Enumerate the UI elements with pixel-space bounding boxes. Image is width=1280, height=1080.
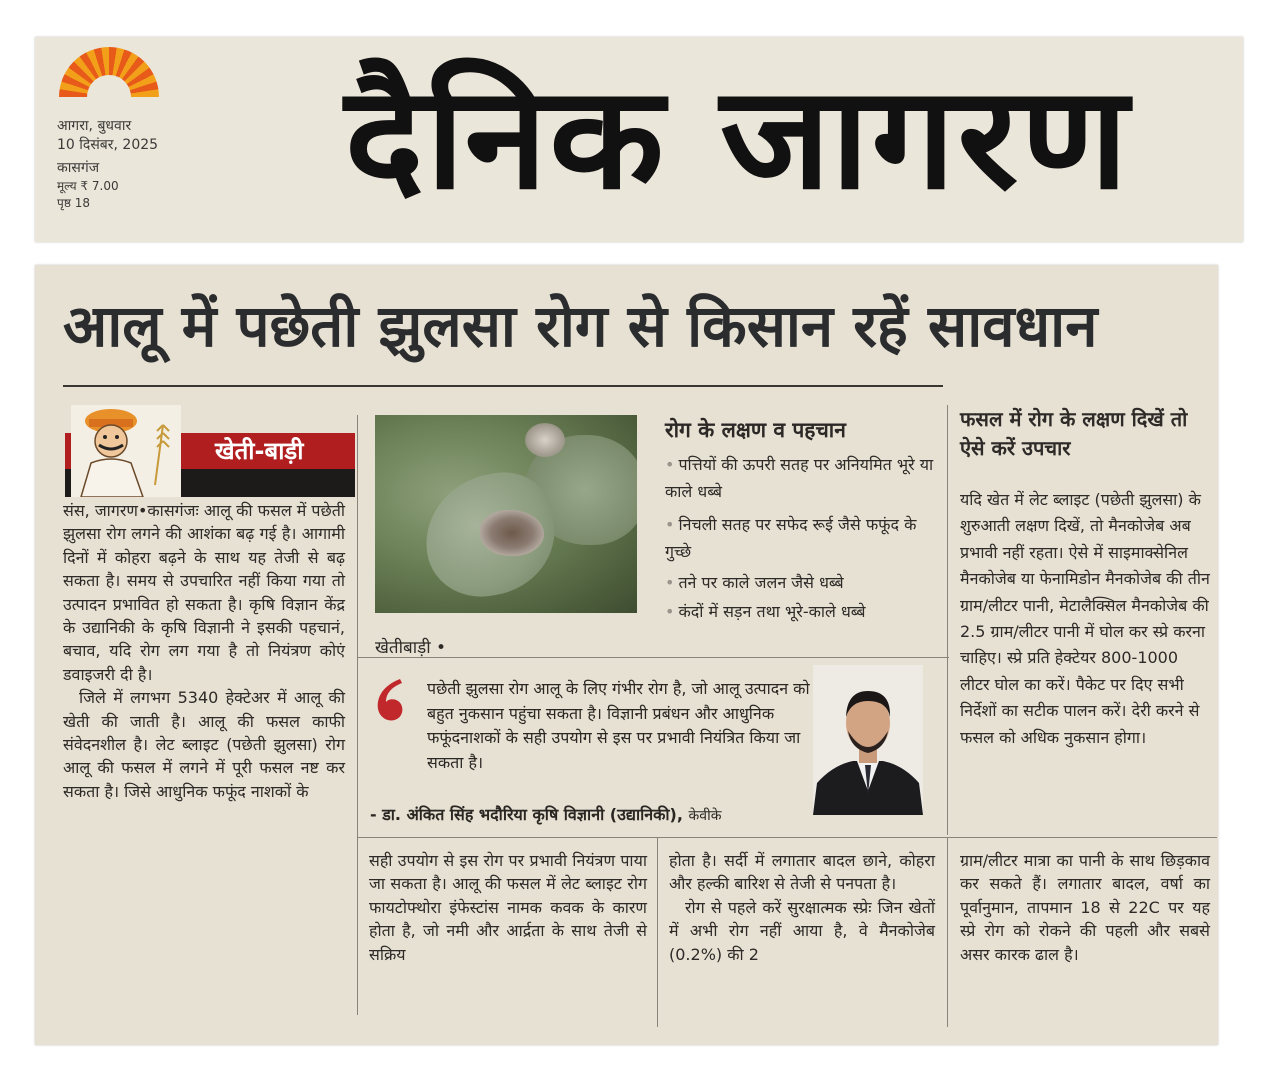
- paragraph: ग्राम/लीटर मात्रा का पानी के साथ छिड़काव कर सकते हैं। लगातार बादल, वर्षा का पूर्वानुमान, तापमान 18 से 22C पर यह स्प्रे रोग को रोकने की पहली और सबसे असर कारक ढाल है।: [960, 851, 1210, 964]
- farmer-icon: [71, 405, 181, 497]
- symptom-item: • तने पर काले जलन जैसे धब्बे: [665, 573, 844, 592]
- expert-portrait: [813, 665, 923, 815]
- edition-name: कासगंज: [57, 160, 100, 176]
- paragraph: सही उपयोग से इस रोग पर प्रभावी नियंत्रण पाया जा सकता है। आलू की फसल में लेट ब्लाइट रोग फायटोफ्थोरा इंफेस्टांस नामक कवक के कारण होता है, जो नमी और आर्द्रता के साथ तेजी से सक्रिय: [369, 851, 647, 964]
- body-column-3: [669, 849, 935, 966]
- symptom-item: • पत्तियों की ऊपरी सतह पर अनियमित भूरे या काले धब्बे: [665, 455, 934, 501]
- symptoms-box: [665, 415, 935, 625]
- column-divider: [657, 837, 658, 1027]
- paragraph: जिले में लगभग 5340 हेक्टेअर में आलू की खेती की जाती है। आलू की फसल काफी संवेदनशील है। लेट ब्लाइट (पछेती झुलसा) रोग आलू की फसल में लगने में पूरी फसल नष्ट कर सकता है। जिसे आधुनिक फफूंद नाशकों के: [63, 688, 345, 801]
- bullet-icon: •: [665, 602, 675, 621]
- symptom-item: • कंदों में सड़न तथा भूरे-काले धब्बे: [665, 602, 866, 621]
- page-count: पृष्ठ 18: [57, 196, 90, 210]
- masthead: [35, 37, 1243, 242]
- symptom-item: • निचली सतह पर सफेद रूई जैसे फफूंद के गुच्छे: [665, 515, 917, 561]
- bullet-icon: •: [665, 455, 675, 474]
- headline: आलू में पछेती झुलसा रोग से किसान रहें सावधान: [63, 292, 1098, 360]
- section-label: खेती-बाड़ी: [215, 437, 304, 465]
- article-clipping: [35, 265, 1218, 1045]
- price: मूल्य ₹ 7.00: [57, 179, 119, 193]
- masthead-meta: [57, 117, 158, 212]
- body-column-1: [63, 499, 345, 803]
- city-day: आगरा, बुधवार: [57, 118, 132, 134]
- remedy-title: फसल में रोग के लक्षण दिखें तो ऐसे करें उपचार: [960, 407, 1188, 460]
- quote-author: [370, 803, 721, 825]
- symptoms-title: रोग के लक्षण व पहचान: [665, 418, 846, 442]
- bullet-icon: •: [665, 515, 675, 534]
- sun-logo-icon: [59, 47, 159, 97]
- paragraph: संस, जागरण•कासगंजः आलू की फसल में पछेती झुलसा रोग लगने की आशंका बढ़ गई है। आगामी दिनों में कोहरा बढ़ने के साथ यह तेजी से बढ़ सकता है। समय से उपचारित नहीं किया गया तो उत्पादन प्रभावित हो सकता है। कृषि विज्ञान केंद्र के उद्यानिकी के कृषि विज्ञानी ने इसकी पहचानं, बचाव, यदि रोग लग गया है तो नियंत्रण कोएं डवाइजरी दी है।: [63, 501, 345, 684]
- author-org: केवीके: [688, 808, 722, 824]
- issue-date: 10 दिसंबर, 2025: [57, 137, 159, 153]
- kheti-badi-logo: [65, 405, 355, 497]
- headline-rule: [63, 385, 943, 387]
- paragraph: होता है। सर्दी में लगातार बादल छाने, कोहरा और हल्की बारिश से तेजी से पनपता है।: [669, 851, 935, 894]
- potato-leaf-photo: [375, 415, 637, 613]
- section-divider: [357, 837, 1217, 838]
- body-column-2: [369, 849, 647, 966]
- column-divider: [947, 405, 948, 835]
- author-name: - डा. अंकित सिंह भदौरिया कृषि विज्ञानी (उद्यानिकी),: [370, 805, 683, 824]
- column-divider: [357, 415, 358, 1015]
- newspaper-title: दैनिक जागरण: [344, 56, 1131, 221]
- paragraph: रोग से पहले करें सुरक्षात्मक स्प्रेः जिन खेतों में अभी रोग नहीं आया है, वे मैनकोजेब (0.2%) की 2: [669, 897, 935, 964]
- photo-caption: खेतीबाड़ी •: [375, 638, 447, 658]
- quote-mark-icon: [370, 675, 414, 725]
- bullet-icon: •: [665, 573, 675, 592]
- expert-quote: पछेती झुलसा रोग आलू के लिए गंभीर रोग है, जो आलू उत्पादन को बहुत नुकसान पहुंचा सकता है। विज्ञानी प्रबंधन और आधुनिक फफूंदनाशकों के सही उपयोग से इस पर प्रभावी नियंत्रित किया जा सकता है।: [427, 679, 810, 772]
- column-divider: [947, 837, 948, 1027]
- body-column-4: [960, 849, 1210, 966]
- remedy-text: यदि खेत में लेट ब्लाइट (पछेती झुलसा) के शुरुआती लक्षण दिखें, तो मैनकोजेब अब प्रभावी नहीं रहता। ऐसे में साइमाक्सेनिल मैनकोजेब या फेनामिडोन मैनकोजेब की तीन ग्राम/लीटर पानी, मेटालैक्सिल मैनकोजेब की 2.5 ग्राम/लीटर पानी में घोल कर स्प्रे करना चाहिए। स्प्रे प्रति हेक्टेयर 800-1000 लीटर घोल का करें। पैकेट पर दिए सभी निर्देशों का सटीक पालन करें। देरी करने से फसल को अधिक नुकसान होगा।: [960, 490, 1210, 747]
